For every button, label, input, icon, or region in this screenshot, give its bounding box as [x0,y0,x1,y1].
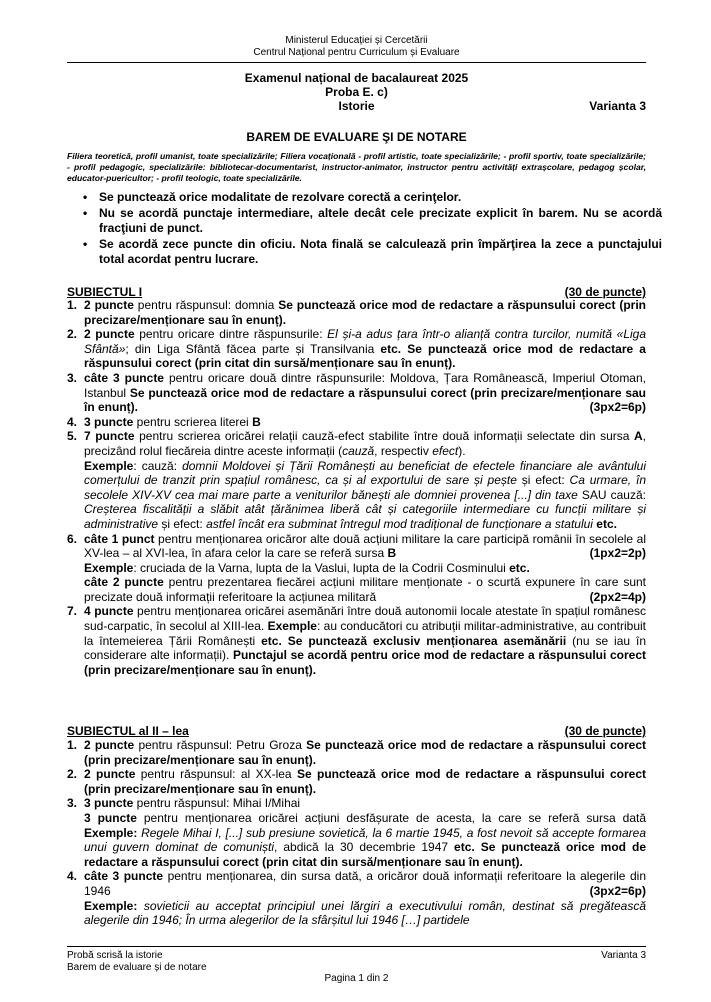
item-number: 2. [67,767,78,782]
item-text: 2 puncte pentru răspunsul: domnia Se punctează orice mod de redactare a răspunsului corect (prin precizare/menționare sau în enunț). [84,298,646,327]
item-number: 3. [67,370,78,385]
item-number: 1. [67,298,78,312]
footer-divider [67,946,646,947]
footer-left-1: Probă scrisă la istorie [67,950,163,961]
center-name: Centrul Național pentru Curriculum și Evaluare [253,47,460,58]
item-number: 4. [67,869,78,884]
page-number: Pagina 1 din 2 [324,973,389,984]
subiect1-points: (30 de puncte) [564,285,646,299]
item-number: 1. [67,738,78,752]
subiect1-item-1 [67,298,646,327]
subiect2-items [67,738,646,928]
subiect1-items [67,298,646,677]
item-text: 4 puncte pentru menționarea oricărei asemănări între două autonomii locale atestate în spațiul românesc sud-carpatic, în secolul al XIII-lea. Exemple: au conducători cu atribuții militar-administrative, au contribuit la întemeierea Țării Românești etc. Se punctează exclusiv menționarea asemănării (nu se iau în considerare alte informații). Punctajul se acordă pentru orice mod de redactare a răspunsului corect (prin precizare/menționare sau în enunț). [84,604,647,677]
item-text: câte 3 puncte pentru oricare două dintre răspunsurile: Moldova, Țara Românească, Imperiul Otoman, Istanbul Se punctează orice mod de redactare a răspunsului corect (prin precizare/menționare sau în enunț). (3px2=6p) [84,370,646,415]
subiect2-points: (30 de puncte) [564,724,646,738]
item-text: 3 puncte pentru răspunsul: Mihai I/Mihai 3 puncte pentru menționarea oricărei acțiuni desfășurate de acesta, la care se referă sursa dată Exemple: Regele Mihai I, [...] sub presiune sovietică, la 6 martie 1945, a fost nevoit să accepte formarea unui guvern dominat de comuniști, abdică la 30 decembrie 1947 etc. Se punctează orice mod de redactare a răspunsului corect (prin citat din sursă/menționare sau în enunț). [84,796,647,869]
item-number: 4. [67,414,78,429]
subiect1-header [67,285,646,299]
item-text: câte 1 punct pentru menționarea oricăror alte două acțiuni militare la care participă românii în secolele al XV-lea – al XVI-lea, în afara celor la care se referă sursa B (1px2=2p) Exemple: cruciada de la Varna, lupta de la Vaslui, lupta de la Codrii Cosminului etc. câte 2 puncte pentru prezentarea fiecărei acțiuni militare menționate - o scurtă expunere în care sunt precizate două informații referitoare la acțiunea militară (2px2=4p) [84,531,647,604]
item-text: 3 puncte pentru scrierea literei B [84,414,261,429]
subiect1-item-6 [67,532,646,605]
subiect1-title: SUBIECTUL I [67,285,143,299]
rule-item: • Se acordă zece puncte din oficiu. Nota finală se calculează prin împărţirea la zece a punctajului total acordat pentru lucrare. [83,237,662,267]
subiect1-item-2 [67,327,646,371]
footer-variant: Varianta 3 [601,950,646,961]
subiect2-item-4 [67,869,646,927]
item-number: 6. [67,531,78,546]
subiect1-item-3 [67,371,646,415]
item-text: 7 puncte pentru scrierea oricărei relații cauză-efect stabilite între două informații selectate din sursa A, precizând rolul fiecăreia dintre aceste informații (cauză, respectiv efect). Exemple: cauză: domnii Moldovei și Țării Românești au beneficiat de efectele financiare ale avântului comerțului de tranzit prin spațiul românesc, ca și al exportului de sare și pește și efect: Ca urmare, în secolele XIV-XV cea mai mare parte a veniturilor bănești ale domniei provenea [...] din taxe SAU cauză: Creșterea fiscalității a slăbit atât țărănimea liberă cât și categoriile intermediare cu funcții militare și administrative și efect: astfel încât era subminat întregul mod tradițional de funcționare a statului etc. [84,429,647,531]
filiera-text: Filiera teoretică, profil umanist, toate specializările; Filiera vocațională - profil artistic, toate specializările; - profil sportiv, toate specializările; - profil pedagogic, specializările: bibliotecar-documentarist, instructor-animator, instructor pentru activități extrașcolare, pedagog școlar, educator-puericultor; - profil teologic, toate specializările. [67,151,646,183]
item-text: câte 3 puncte pentru menționarea, din sursa dată, a oricăror două informații referitoare la alegerile din 1946 (3px2=6p) Exemple: sovieticii au acceptat principiul unei lărgiri a executivului român, destinat să pregătească alegerile din 1946; În urma alegerilor de la sfârșitul lui 1946 […] partidele [84,869,646,928]
subiect2-item-1 [67,738,646,767]
exam-subject: Istorie [338,99,375,113]
exam-title: Examenul național de bacalaureat 2025 [244,71,469,85]
subiect2-item-3 [67,796,646,869]
item-number: 7. [67,604,78,619]
subiect2-item-2 [67,767,646,796]
item-text: 2 puncte pentru răspunsul: Petru Groza Se punctează orice mod de redactare a răspunsului corect (prin precizare/menționare sau în enunț). [84,738,646,767]
item-text: 2 puncte pentru răspunsul: al XX-lea Se punctează orice mod de redactare a răspunsului corect (prin precizare/menționare sau în enunț). [84,767,646,796]
variant-label: Varianta 3 [589,99,646,113]
exam-proba: Proba E. c) [325,85,388,99]
subiect1-item-5 [67,429,646,531]
ministry-name: Ministerul Educației și Cercetării [285,35,428,46]
item-number: 2. [67,327,78,342]
subiect1-item-4 [67,415,646,430]
header-divider [67,62,646,63]
rule-item: • Se punctează orice modalitate de rezolvare corectă a cerinţelor. [83,190,662,205]
subiect2-title: SUBIECTUL al II – lea [67,724,189,738]
subiect2-header [67,724,646,738]
subiect1-item-7 [67,604,646,677]
item-number: 5. [67,429,78,444]
item-text: 2 puncte pentru oricare dintre răspunsurile: El și-a adus țara într-o alianță contra turcilor, numită «Liga Sfântă»; din Liga Sfântă făcea parte și Transilvania etc. Se punctează orice mod de redactare a răspunsului corect (prin citat din sursă/menționare sau în enunț). [84,327,647,371]
item-number: 3. [67,796,78,811]
general-rules-list [67,190,662,268]
rule-item: • Nu se acordă punctaje intermediare, altele decât cele precizate explicit în barem. Nu se acordă fracţiuni de punct. [83,206,662,236]
footer-left-2: Barem de evaluare și de notare [67,962,207,973]
barem-title: BAREM DE EVALUARE ŞI DE NOTARE [246,130,467,144]
